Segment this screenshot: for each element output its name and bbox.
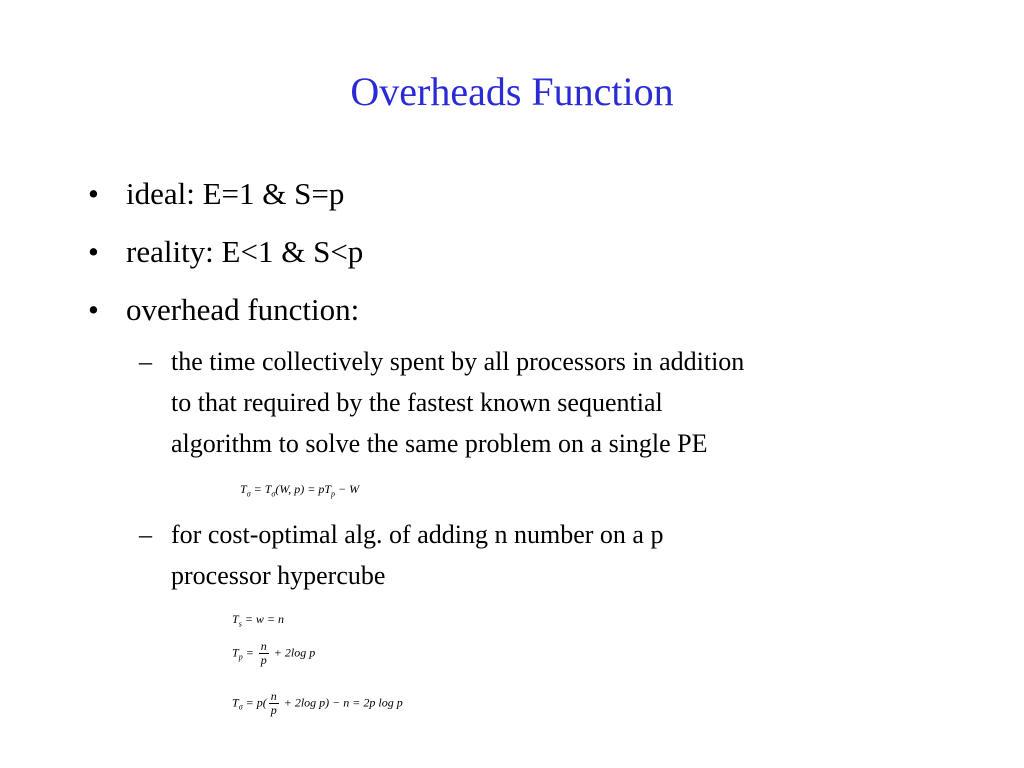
equation-tsigma: $T_\sigma = p$( $\frac{n}{p}$ + 2log p) − n = 2p log p (232, 689, 403, 717)
slide-title: Overheads Function (350, 69, 674, 114)
bullet-marker: • (88, 292, 99, 327)
equation-overhead: $T_\sigma = T_\sigma(W$, $p) = pT_p - W$ (240, 482, 360, 499)
sub-bullet-marker: – (139, 520, 152, 549)
bullet-marker: • (88, 234, 99, 269)
equation-ts: $T_s = w = n$ (232, 612, 285, 629)
sub-bullet-text (171, 514, 663, 596)
bullet-text: overhead function: (126, 292, 360, 327)
fraction: $\frac{n}{p}$ (260, 639, 267, 667)
sub-bullet-line: algorithm to solve the same problem on a single PE (171, 429, 708, 458)
equation-tp: $T_p$ = $\frac{n}{p}$ + 2log p (232, 639, 316, 667)
sub-bullet-line: processor hypercube (171, 561, 386, 590)
bullet-text: reality: E<1 & S<p (126, 234, 364, 269)
sub-bullet-line: the time collectively spent by all processors in addition (171, 347, 745, 376)
fraction: $\frac{n}{p}$ (270, 689, 277, 717)
sub-bullet-marker: – (139, 347, 152, 376)
sub-bullet-text (171, 341, 744, 464)
sub-bullet-line: to that required by the fastest known sequential (171, 388, 663, 417)
bullet-marker: • (88, 176, 99, 211)
sub-bullet-line: for cost-optimal alg. of adding n number on a p (171, 520, 664, 549)
bullet-text: ideal: E=1 & S=p (126, 176, 345, 211)
